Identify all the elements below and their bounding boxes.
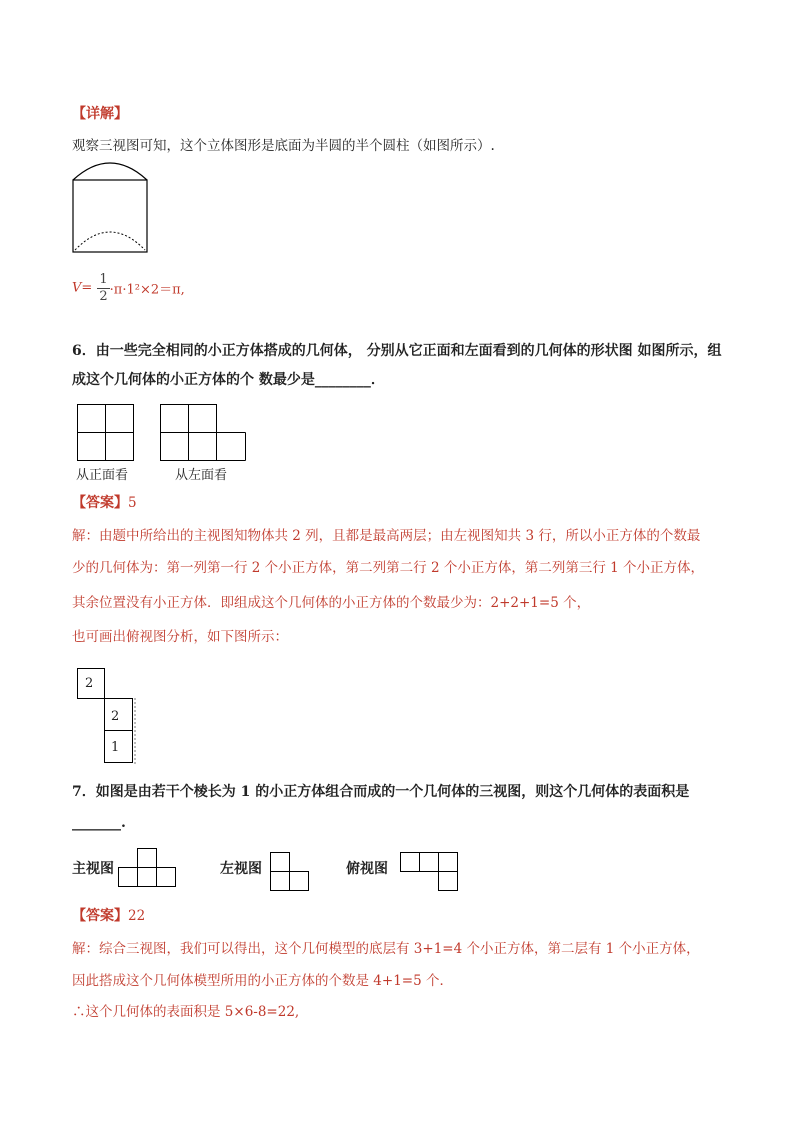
q6-line1: 6．由一些完全相同的小正方体搭成的几何体， 分别从它正面和左面看到的几何体的形状图 如图所示，组 <box>72 343 722 359</box>
detail-label: 【详解】 <box>72 106 128 122</box>
q7-answer-label: 【答案】 <box>72 908 128 924</box>
grid-cell-number: 2 <box>85 676 94 691</box>
q7-answer <box>72 905 145 925</box>
q7-solution-line3: ∴这个几何体的表面积是 5×6-8=22, <box>72 1004 300 1020</box>
q6-line2: 成这个几何体的小正方体的个 数最少是________． <box>72 372 385 388</box>
q7-top-view-label: 俯视图 <box>346 861 388 877</box>
q6-solution-line3: 其余位置没有小正方体．即组成这个几何体的小正方体的个数最少为：2+2+1=5 个， <box>72 595 591 611</box>
q6-answer-value: 5 <box>128 495 137 511</box>
q7-solution-line1: 解：综合三视图，我们可以得出，这个几何模型的底层有 3+1=4 个小正方体，第二层有 1 个小正方体， <box>72 941 700 957</box>
formula-rest: ·π·1²×2＝π, <box>109 282 185 298</box>
q6-solution-line4: 也可画出俯视图分析，如下图所示： <box>72 629 288 645</box>
q7-line1: 7．如图是由若干个棱长为 1 的小正方体组合而成的一个几何体的三视图，则这个几何体的表面积是 <box>72 784 690 800</box>
q7-left-view <box>270 852 314 894</box>
q6-front-view <box>77 404 135 462</box>
fraction-denominator: 2 <box>99 288 108 304</box>
fraction-numerator: 1 <box>99 272 108 287</box>
q6-left-view <box>160 404 248 462</box>
formula-fraction <box>97 272 109 304</box>
q7-main-view-label: 主视图 <box>72 861 114 877</box>
q7-main-view <box>118 848 180 890</box>
q7-line2: _______. <box>72 815 126 831</box>
q6-answer-label: 【答案】 <box>72 495 128 511</box>
q7-answer-value: 22 <box>128 908 146 924</box>
grid-cell-number: 1 <box>111 740 120 755</box>
formula-v: V <box>72 280 82 296</box>
detail-text: 观察三视图可知，这个立体图形是底面为半圆的半个圆柱（如图所示）. <box>72 138 495 154</box>
grid-cell-number: 2 <box>111 709 120 724</box>
formula-eq: = <box>81 280 93 296</box>
q6-front-caption: 从正面看 <box>76 468 129 483</box>
volume-formula <box>72 272 185 312</box>
q6-solution-line2: 少的几何体为：第一列第一行 2 个小正方体，第二列第二行 2 个小正方体，第二列第三行 1 个小正方体， <box>72 560 705 576</box>
q6-left-caption: 从左面看 <box>175 468 228 483</box>
q7-left-view-label: 左视图 <box>220 861 262 877</box>
q7-solution-line2: 因此搭成这个几何体模型所用的小正方体的个数是 4+1=5 个． <box>72 973 453 989</box>
q6-solution-line1: 解：由题中所给出的主视图知物体共 2 列，且都是最高两层；由左视图知共 3 行，所以小正方体的个数最 <box>72 528 701 544</box>
half-cylinder-figure <box>70 160 160 256</box>
q7-top-view <box>400 852 462 894</box>
q6-answer <box>72 492 137 512</box>
